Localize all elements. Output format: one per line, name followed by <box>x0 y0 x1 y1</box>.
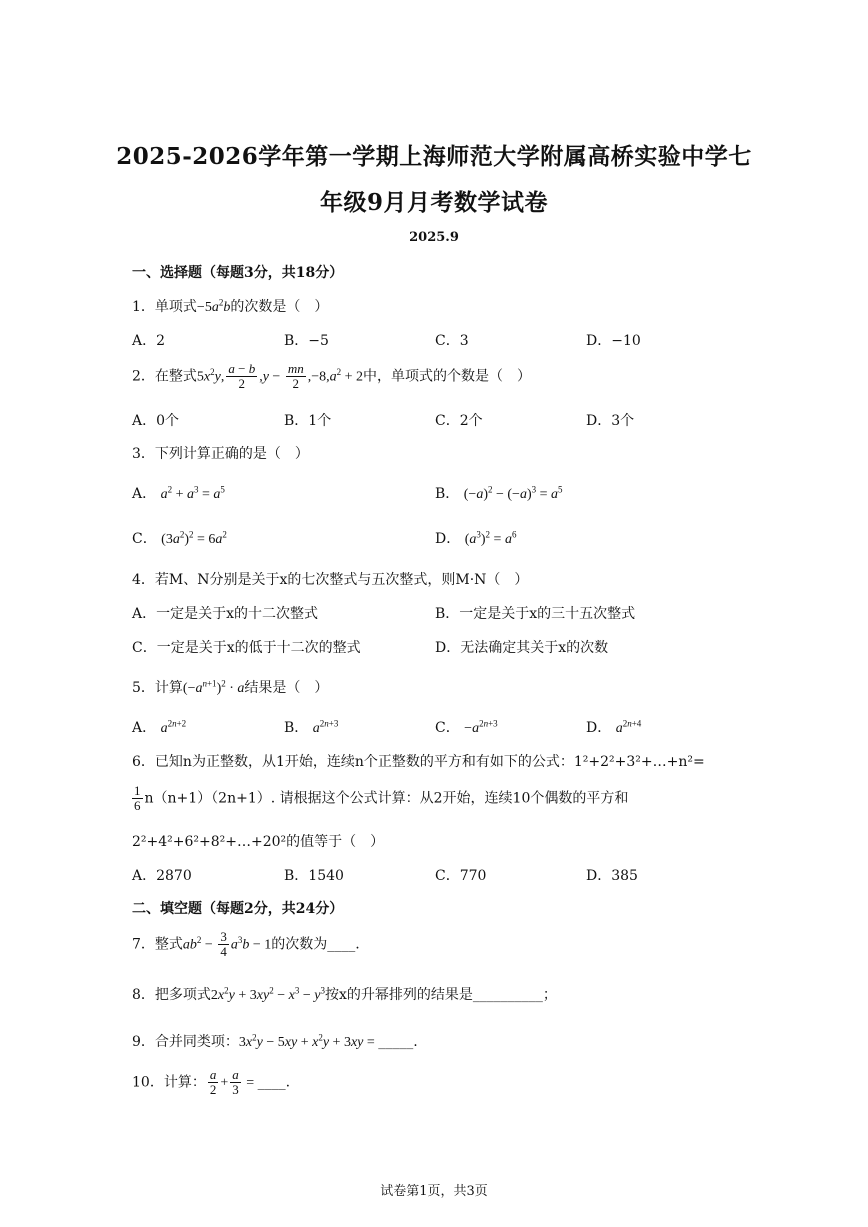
q2-option-a: A．0个 <box>132 413 180 429</box>
q6-option-c: C．770 <box>435 868 487 884</box>
title-line-1: 2025-2026学年第一学期上海师范大学附属高桥实验中学七 <box>116 143 752 170</box>
question-6-line-2: $\frac{1}{6}$ n（n+1）（2n+1）. 请根据这个公式计算：从2开始，连续10个偶数的平方和 <box>134 783 629 813</box>
q3-option-d: D． $(a^3)^2 = a^6$ <box>435 529 517 547</box>
question-1: 1．单项式$-5a^2b$的次数是（ ） <box>132 297 329 315</box>
q5-option-d: D． $a^{2n+4}$ <box>586 718 642 736</box>
question-7: 7．整式$ab^2$ − $\frac{3}{4}$ $a^3b - 1$的次数为____. <box>132 929 360 959</box>
exam-date: 2025.9 <box>409 230 459 245</box>
question-6-line-1: 6．已知n为正整数，从1开始，连续n个正整数的平方和有如下的公式：1²+2²+3²+…+n²= <box>132 754 705 770</box>
question-9: 9．合并同类项：$3x^2y - 5xy + x^2y + 3xy$ = _____. <box>132 1032 418 1050</box>
q2-option-d: D．3个 <box>586 413 635 429</box>
question-2: 2．在整式$5x^2y$, $\frac{a - b}{2}$ ,y − $\frac{mn}{2}$ $,-8,a^2 + 2$中，单项式的个数是（ ） <box>132 361 532 391</box>
q4-option-c: C．一定是关于x的低于十二次的整式 <box>132 640 361 656</box>
title-line-2: 年级9月月考数学试卷 <box>319 189 548 216</box>
q1-option-c: C．3 <box>435 333 469 349</box>
question-8: 8．把多项式$2x^2y + 3xy^2 - x^3 - y^3$按x的升幂排列的结果是__________； <box>132 985 557 1003</box>
q2-option-c: C．2个 <box>435 413 483 429</box>
page-footer: 试卷第1页，共3页 <box>380 1184 488 1199</box>
q1-option-a: A．2 <box>132 333 166 349</box>
q3-option-b: B． $(-a)^2 - (-a)^3 = a^5$ <box>435 484 563 502</box>
q6-option-d: D．385 <box>586 868 638 884</box>
question-4: 4．若M、N分别是关于x的七次整式与五次整式，则M·N（ ） <box>132 572 529 588</box>
q5-option-b: B． $a^{2n+3}$ <box>284 718 339 736</box>
q4-option-d: D．无法确定其关于x的次数 <box>435 640 609 656</box>
q3-option-a: A． $a^2 + a^3 = a^5$ <box>132 484 225 502</box>
section-2-heading: 二、填空题（每题2分，共24分） <box>132 901 344 917</box>
q4-option-b: B．一定是关于x的三十五次整式 <box>435 606 636 622</box>
q4-option-a: A．一定是关于x的十二次整式 <box>132 606 319 622</box>
question-3: 3．下列计算正确的是（ ） <box>132 446 309 462</box>
q3-option-c: C． $(3a^2)^2 = 6a^2$ <box>132 529 227 547</box>
q1-option-b: B．−5 <box>284 333 329 349</box>
q5-option-c: C． $-a^{2n+3}$ <box>435 718 498 736</box>
question-5: 5．计算$(-a^{n+1})^2 \cdot a$结果是（ ） <box>132 678 329 696</box>
q1-option-d: D．−10 <box>586 333 641 349</box>
q6-option-a: A．2870 <box>132 868 192 884</box>
section-1-heading: 一、选择题（每题3分，共18分） <box>132 265 344 281</box>
q2-option-b: B．1个 <box>284 413 332 429</box>
question-6-line-3: 2²+4²+6²+8²+…+20²的值等于（ ） <box>132 834 385 850</box>
q5-option-a: A． $a^{2n+2}$ <box>132 718 187 736</box>
q6-option-b: B．1540 <box>284 868 344 884</box>
question-10: 10．计算： $\frac{a}{2}$ + $\frac{a}{3}$ = ____. <box>132 1067 291 1097</box>
